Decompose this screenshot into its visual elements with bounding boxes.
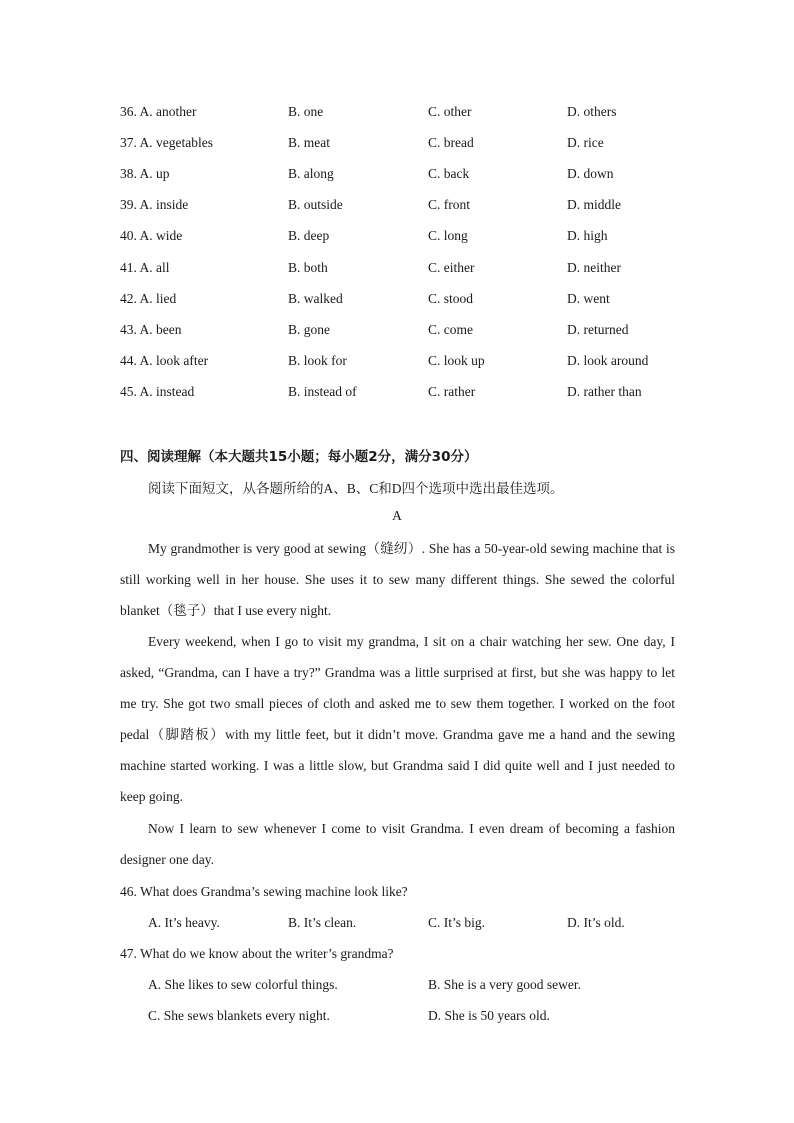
option-row-40 <box>0 226 794 246</box>
option-a: 38. A. up <box>120 166 170 181</box>
option-c: C. bread <box>428 135 474 150</box>
option-d: D. middle <box>567 197 621 212</box>
option-b: B. look for <box>288 353 347 368</box>
option-c: C. other <box>428 104 472 119</box>
section-title: 四、阅读理解（本大题共15小题；每小题2分，满分30分） <box>120 449 478 465</box>
answer-row-46 <box>0 913 794 933</box>
answer-option: D. She is 50 years old. <box>428 1008 550 1023</box>
option-row-36 <box>0 102 794 122</box>
option-a: 37. A. vegetables <box>120 135 213 150</box>
option-row-43 <box>0 320 794 340</box>
passage-label: A <box>392 508 402 523</box>
option-d: D. went <box>567 291 610 306</box>
question-stem-46: 46. What does Grandma’s sewing machine look like? <box>120 884 408 899</box>
option-b: B. deep <box>288 228 330 243</box>
answer-row-47a <box>0 975 794 995</box>
option-b: B. walked <box>288 291 343 306</box>
answer-option: A. It’s heavy. <box>148 915 220 930</box>
answer-option: A. She likes to sew colorful things. <box>148 977 338 992</box>
option-d: D. returned <box>567 322 629 337</box>
option-a: 41. A. all <box>120 260 170 275</box>
section-instruction: 阅读下面短文，从各题所给的A、B、C和D四个选项中选出最佳选项。 <box>148 481 564 496</box>
option-b: B. meat <box>288 135 330 150</box>
option-row-45 <box>0 382 794 402</box>
option-a: 44. A. look after <box>120 353 209 368</box>
option-b: B. instead of <box>288 384 357 399</box>
option-a: 40. A. wide <box>120 228 183 243</box>
option-c: C. long <box>428 228 468 243</box>
option-b: B. gone <box>288 322 330 337</box>
option-row-37 <box>0 133 794 153</box>
option-b: B. both <box>288 260 328 275</box>
option-b: B. one <box>288 104 324 119</box>
option-a: 39. A. inside <box>120 197 189 212</box>
option-row-44 <box>0 351 794 371</box>
option-a: 43. A. been <box>120 322 182 337</box>
option-b: B. along <box>288 166 334 181</box>
option-d: D. high <box>567 228 608 243</box>
option-d: D. rice <box>567 135 604 150</box>
option-b: B. outside <box>288 197 343 212</box>
option-c: C. look up <box>428 353 485 368</box>
option-d: D. neither <box>567 260 621 275</box>
answer-option: C. She sews blankets every night. <box>148 1008 330 1023</box>
question-stem-47: 47. What do we know about the writer’s grandma? <box>120 946 394 961</box>
option-a: 36. A. another <box>120 104 197 119</box>
answer-option: D. It’s old. <box>567 915 625 930</box>
option-c: C. back <box>428 166 470 181</box>
passage-paragraph: Every weekend, when I go to visit my grandma, I sit on a chair watching her sew. One day, I asked, “Grandma, can I have a try?” Grandma was a little surprised at first, but she was happy to let me try. She got two small pieces of cloth and asked me to sew them together. I worked on the foot pedal（脚踏板）with my little feet, but it didn’t move. Grandma gave me a hand and the sewing machine started working. I was a little slow, but Grandma said I did quite well and I just needed to keep going. <box>120 634 675 804</box>
passage-paragraph: Now I learn to sew whenever I come to visit Grandma. I even dream of becoming a fashion designer one day. <box>120 821 675 867</box>
answer-option: B. It’s clean. <box>288 915 357 930</box>
option-row-42 <box>0 289 794 309</box>
option-row-38 <box>0 164 794 184</box>
option-c: C. front <box>428 197 470 212</box>
option-d: D. down <box>567 166 614 181</box>
option-d: D. look around <box>567 353 649 368</box>
option-c: C. come <box>428 322 473 337</box>
option-d: D. rather than <box>567 384 642 399</box>
option-a: 42. A. lied <box>120 291 177 306</box>
option-c: C. either <box>428 260 475 275</box>
answer-option: C. It’s big. <box>428 915 486 930</box>
answer-option: B. She is a very good sewer. <box>428 977 581 992</box>
option-c: C. rather <box>428 384 476 399</box>
option-row-41 <box>0 258 794 278</box>
answer-row-47b <box>0 1006 794 1026</box>
option-a: 45. A. instead <box>120 384 195 399</box>
option-row-39 <box>0 195 794 215</box>
option-c: C. stood <box>428 291 474 306</box>
option-d: D. others <box>567 104 617 119</box>
passage-paragraph: My grandmother is very good at sewing（缝纫）. She has a 50-year-old sewing machine that is still working well in her house. She uses it to sew many different things. She sewed the colorful blanket（毯子）that I use every night. <box>120 541 675 618</box>
